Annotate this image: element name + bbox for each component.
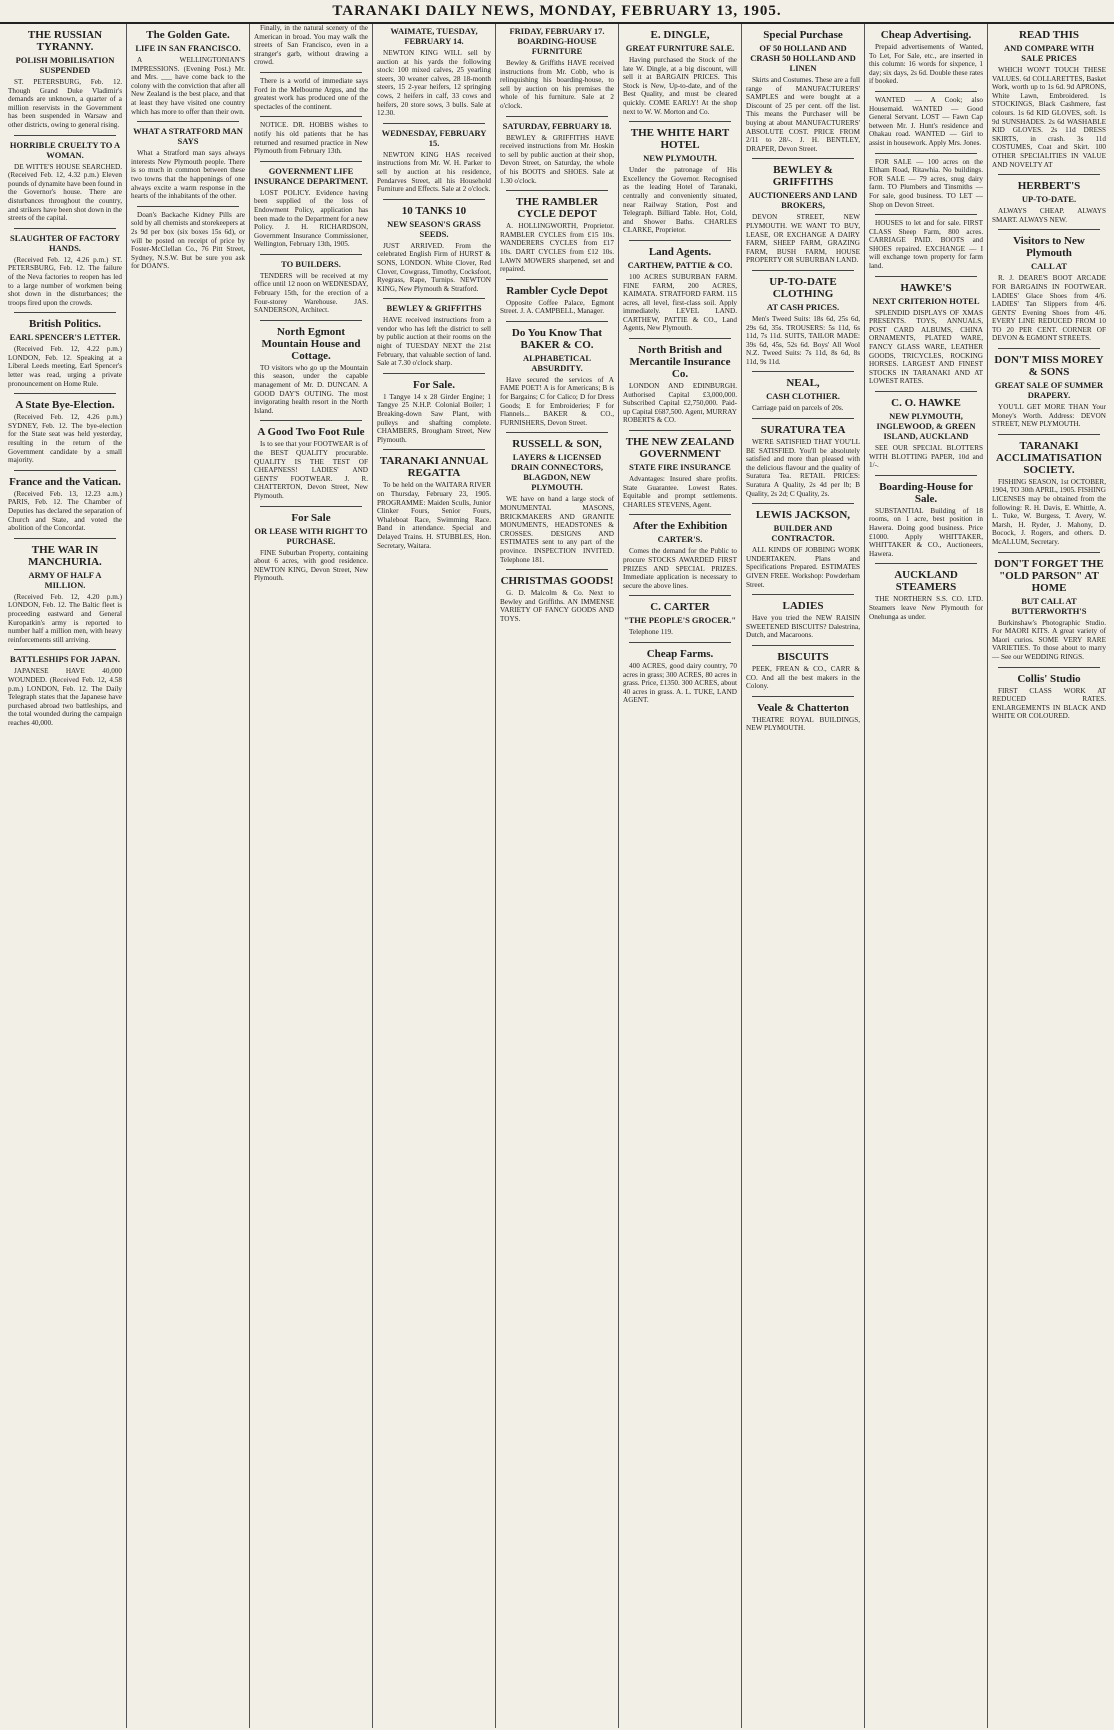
article [254,77,368,111]
divider-rule [14,470,116,471]
article-body: SUBSTANTIAL Building of 18 rooms, on 1 acre, best position in Hawera. Doing good business. Price £1000. Apply WHITTAKER, WHITTAKER & CO., Auctioneers, Hawera. [869,506,983,558]
article-headline: HAWKE'S [900,281,952,294]
divider-rule [137,121,239,122]
article [746,651,860,691]
article [377,26,491,118]
article-body: Carriage paid on parcels of 20s. [752,404,844,413]
article [254,121,368,155]
article [623,436,737,509]
article-body: R. J. DEARE'S BOOT ARCADE FOR BARGAINS IN FOOTWEAR. LADIES' Glace Shoes from 4/6. LADIES' Tan Slippers from 4/6. GENTS' Evening Shoes from 4/6. EVERY LINE REDUCED FROM 10 TO 20 PER CENT. CORNER OF DEVON & EGMONT STREETS. [992,274,1106,343]
article [869,219,983,271]
article-subheadline: TO BUILDERS. [281,258,341,269]
divider-rule [629,514,731,515]
divider-rule [875,276,977,277]
article [8,233,122,308]
article-body: Telephone 119. [629,628,673,637]
article [254,512,368,583]
article-subheadline: "THE PEOPLE'S GROCER." [623,615,737,626]
article-subheadline: BUT CALL AT BUTTERWORTH'S [1011,595,1087,616]
divider-rule [506,190,608,191]
article-body: SPLENDID DISPLAYS OF XMAS PRESENTS. TOYS, ANNUALS, POST CARD ALBUMS, CHINA ORNAMENTS, PLATED WARE, FANCY GLASS WARE, LEATHER GOODS, TRICYCLES, ROCKING HORSES. LARGEST AND FINEST STOCKS IN TARANAKI AND AT LOWEST RATES. [869,308,983,386]
article-body: 100 ACRES SUBURBAN FARM. FINE FARM, 200 ACRES, KAIMATA. STRATFORD FARM. 115 acres, all level, first-class soil. Apply immediately. LEVEL LAND. CARTHEW, PATTIE & CO., Land Agents, New Plymouth. [623,272,737,333]
divider-rule [752,645,854,646]
column-3 [250,24,373,1728]
article [131,29,245,116]
article-headline: Do You Know That BAKER & CO. [511,326,603,351]
article-body: HOUSES to let and for sale. FIRST CLASS Sheep Farm, 800 acres. CARRIAGE PAID. BOOTS and SHOES repaired. EXCHANGE — I will exchange town property for farm land. [869,219,983,271]
article [8,476,122,533]
article-subheadline: BEWLEY & GRIFFITHS [386,303,482,314]
article [992,354,1106,429]
article [746,509,860,589]
article-subheadline: OR LEASE WITH RIGHT TO PURCHASE. [254,525,368,546]
divider-rule [629,642,731,643]
article-body: Men's Tweed Suits: 18s 6d, 25s 6d, 29s 6d, 35s. TROUSERS: 5s 11d, 6s 11d, 7s 11d. SUITS, TAILOR MADE: 39s 6d, 45s, 52s 6d. Boys' All Wool N.Z. Tweed Suits: 7s 11d, 8s 6d, 8s 11d, 9s 11d. [746,314,860,366]
article [869,481,983,559]
article-body: Is to see that your FOOTWEAR is of the BEST QUALITY procurable. QUALITY IS THE TEST OF CHEAPNESS! LADIES' AND GENTS' FOOTWEAR. J. R. CHATTERTON, Devon Street, New Plymouth. [254,440,368,500]
article-body: Opposite Coffee Palace, Egmont Street. J. A. CAMPBELL, Manager. [500,298,614,316]
article-subheadline: UP-TO-DATE. [1021,194,1077,205]
divider-rule [875,391,977,392]
article-subheadline: LIFE IN SAN FRANCISCO. [135,43,241,53]
article-subheadline: WEDNESDAY, FEBRUARY 15. [381,127,487,148]
article-body: Finally, in the natural scenery of the American in broad. You may walk the streets of San Francisco, even in a stranger's garb, without drawing a crowd. [254,24,368,67]
article-body: What a Stratford man says always interests New Plymouth people. There is so much in common between these two towns that the happenings of one always excite a warm response in the hearts of the inhabitants of the other. [131,149,245,201]
article-body: DEVON STREET, NEW PLYMOUTH. WE WANT TO BUY, LEASE, OR EXCHANGE A DAIRY FARM, SHEEP FARM, GRAZING FARM, BUSH FARM, HOUSE PROPERTY OR SUBURBAN LAND. [746,213,860,265]
article-subheadline: SATURDAY, FEBRUARY 18. [502,120,612,131]
column-1 [4,24,127,1728]
article [746,164,860,265]
article-subheadline: AUCTIONEERS AND LAND BROKERS, [748,190,858,211]
article-body: There is a world of immediate says Ford in the Melbourne Argus, and the greatest work has produced one of the spectacles of the continent. [254,76,368,111]
article [8,29,122,130]
divider-rule [506,279,608,280]
newspaper-title: TARANAKI DAILY NEWS, MONDAY, FEBRUARY 13, 1905. [332,2,782,19]
divider-rule [260,506,362,507]
article [377,455,491,550]
column-4 [373,24,496,1728]
article-subheadline: GREAT SALE OF SUMMER DRAPERY. [994,380,1104,401]
divider-rule [260,320,362,321]
article-body: FOR SALE — 100 acres on the Eltham Road, Ritawhia. No buildings. FOR SALE — 79 acres, snug dairy farm. TO Plumbers and Tinsmiths — For sale, good business. TO LET — Shop on Devon Street. [869,157,983,209]
article-subheadline: STATE FIRE INSURANCE [629,462,731,473]
article-headline: THE WAR IN MANCHURIA. [28,543,102,568]
divider-rule [875,214,977,215]
article-subheadline: OF 50 HOLLAND AND CRASH 50 HOLLAND AND LINEN [750,43,856,73]
article-body: NEWTON KING HAS received instructions from Mr. W. H. Parker to sell by auction at his residence, Pendarves Street, all his Household Furniture and Effects. Sale at 2 o'clock. [377,150,491,194]
article-subheadline: BATTLESHIPS FOR JAPAN. [10,654,120,665]
article-headline: Cheap Farms. [646,647,714,660]
article-body: WE'RE SATISFIED THAT YOU'LL BE SATISFIED. You'll be absolutely satisfied and more than pleased with the delicious flavour and the quality of Suratura Tea. RETAIL PRICES: Suratura A Quality, 2s 4d per lb; B Quality, 2s 2d; C Quality, 2s. [746,438,860,498]
article-headline: E. DINGLE, [650,29,710,41]
article-headline: THE WHITE HART HOTEL [630,127,730,152]
divider-rule [629,595,731,596]
article-body: FINE Suburban Property, containing about 6 acres, with good residence. NEWTON KING, Devon Street, New Plymouth. [254,548,368,583]
article-body: Advantages: Insured share profits. State Guarantee. Lowest Rates. Equitable and prompt settlements. CHARLES STEVENS, Agent. [623,475,737,509]
divider-rule [629,121,731,122]
divider-rule [383,199,485,200]
divider-rule [752,158,854,159]
divider-rule [14,649,116,650]
article-subheadline: CARTER'S. [657,534,703,545]
article-body: NOTICE. DR. HOBBS wishes to notify his old patients that he has returned and resumed practice in New Plymouth from February 13th. [254,121,368,156]
article-body: G. D. Malcolm & Co. Next to Bewley and Griffiths. AN IMMENSE VARIETY OF FANCY GOODS AND TOYS. [500,589,614,623]
divider-rule [506,569,608,570]
article-body: Prepaid advertisements of Wanted, To Let, For Sale, etc., are inserted in this column: 16 words for sixpence, 1 day; six days, 2s 6d. Double these rates if booked. [869,43,983,86]
article-body: Comes the demand for the Public to procure STOCKS AWARDED FIRST PRIZES AND SPECIAL PRIZES. Immediate application is necessary to secure the above lines. [623,547,737,590]
article-subheadline: LAYERS & LICENSED DRAIN CONNECTORS, BLAGDON, NEW PLYMOUTH. [511,452,603,493]
article-body: TO visitors who go up the Mountain this season, under the capable management of Mr. D. DUNCAN. A GOOD DAY'S OUTING. The most invigorating health resort in the North Island. [254,363,368,415]
article-subheadline: BUILDER AND CONTRACTOR. [771,523,835,544]
article-body: A WELLINGTONIAN'S IMPRESSIONS. (Evening Post.) Mr. and Mrs. ___ have come back to the colony with the conviction that after all New Zealand is the best place, and that at least they have visited one country which has more to offer than their own. [131,56,245,116]
article [869,397,983,470]
article-body: LONDON AND EDINBURGH. Authorised Capital £3,000,000. Subscribed Capital £2,750,000. Paid-up Capital £687,500. Agent, MURRAY ROBERTS & CO. [623,382,737,425]
article-body: Under the patronage of His Excellency the Governor. Recognised as the leading Hotel of Taranaki, centrally and conveniently situated, near Railway Station, Post and Telegraph. Billiard Table. Hot, Cold, and Shower Baths. CHARLES CLARKE, Proprietor. [623,166,737,235]
article [623,127,737,235]
article-subheadline: NEXT CRITERION HOTEL [872,295,980,306]
article-body: NEWTON KING WILL sell by auction at his yards the following stock: 100 mixed calves, 25 yearling steers, 30 weaner calves, 28 18-month steers, 15 2-year heifers, 12 springing cows, 2 heifers in calf, 33 cows and heifers, 20 store sows, 3 bulls. Sale at 12.30. [377,49,491,118]
article-headline: TARANAKI ACCLIMATISATION SOCIETY. [996,439,1102,476]
article [500,575,614,623]
article-headline: THE RAMBLER CYCLE DEPOT [515,196,599,221]
article [746,29,860,153]
article-headline: DON'T FORGET THE "OLD PARSON" AT HOME [994,557,1104,594]
divider-rule [383,123,485,124]
article [8,318,122,388]
article [623,29,737,116]
divider-rule [260,72,362,73]
article [500,438,614,564]
article-headline: BEWLEY & GRIFFITHS [772,164,834,189]
article-headline: After the Exhibition [632,520,728,533]
divider-rule [998,434,1100,435]
article-body: ST. PETERSBURG, Feb. 12. Though Grand Duke Vladimir's demands are unknown, a quarter of a million reservists in the Government has been suspended in Warsaw and other districts, owing to general rising. [8,78,122,129]
divider-rule [875,91,977,92]
article-subheadline: SLAUGHTER OF FACTORY HANDS. [9,232,121,253]
divider-rule [752,696,854,697]
article-headline: READ THIS [1018,29,1079,41]
divider-rule [629,240,731,241]
article [623,601,737,637]
column-9 [988,24,1110,1728]
article [746,377,860,413]
article-body: LOST POLICY. Evidence having been supplied of the loss of Endowment Policy, application has been made to the Department for a new Policy. J. H. RICHARDSON, Government Insurance Commissioner, Wellington, February 13th, 1905. [254,188,368,249]
article-body: Have secured the services of A FAME POET! A is for Americans; B is for Bargains; C for Calico; D for Dress Goods; E for Embroideries; F for Flannels... BAKER & CO., FURNISHERS, Devon Street. [500,375,614,427]
article-headline: France and the Vatican. [9,475,121,488]
article-headline: Collis' Studio [1017,672,1081,685]
article-headline: Rambler Cycle Depot [506,284,608,297]
article-headline: North British and Mercantile Insurance Co. [629,344,731,381]
article-body: Having purchased the Stock of the late W. Dingle, at a big discount, will sell it at BARGAIN PRICES. This Stock is New, Up-to-date, and of the Best Quality, and must be cleared quickly. COME EARLY! At the shop next to W. W. Morton and Co. [623,56,737,116]
article-headline: LEWIS JACKSON, [755,509,851,522]
divider-rule [260,116,362,117]
article-headline: Special Purchase [763,29,843,41]
article [869,282,983,386]
article-headline: RUSSELL & SON, [512,438,602,451]
article-body: ALL KINDS OF JOBBING WORK UNDERTAKEN. Plans and Specifications Prepared. ESTIMATES GIVEN FREE. Workshop: Powderham Street. [746,546,860,589]
article [992,235,1106,343]
article-body: 1 Tangye 14 x 28 Girder Engine; 1 Tangye 25 N.H.P. Colonial Boiler; 1 Breaking-down Saw Plant, with pulleys and shafting complete. CHAMBERS, Brougham Street, New Plymouth. [377,392,491,444]
article-headline: A State Bye-Election. [15,399,115,412]
article-body: Burkinshaw's Photographic Studio. For MAORI KITS. A great variety of Maori curios. SOME VERY RARE VARIETIES. To those about to marry — See our WEDDING RINGS. [992,618,1106,661]
divider-rule [383,373,485,374]
article-headline: SURATURA TEA [760,424,846,437]
article-body: BEWLEY & GRIFFITHS HAVE received instructions from Mr. Hoskin to sell by public auction at their shop, Devon Street, on Saturday, the whole of his BOOTS and SHOES. Sale at 1.30 o'clock. [500,133,614,185]
article [254,426,368,500]
article-headline: C. CARTER [650,601,710,614]
article [869,96,983,148]
article [8,140,122,223]
article-body: Skirts and Costumes. These are a full range of MANUFACTURERS' SAMPLES and were bought at a Discount of 25 per cent. off the list. This means the Purchaser will be buying at about MANUFACTURERS' ABSOLUTE COST. PRICE FROM 2/11 to 28/-. J. H. BENTLEY, DRAPER, Devon Street. [746,76,860,153]
article-headline: CHRISTMAS GOODS! [500,575,614,588]
divider-rule [998,552,1100,553]
article-body: (Received Feb. 12, 4.22 p.m.) LONDON, Feb. 12. Speaking at a Liberal Leeds meeting, Earl Spencer's letter was read, urging a private pronouncement on Home Rule. [8,345,122,388]
divider-rule [752,418,854,419]
article-subheadline: CARTHEW, PATTIE & CO. [627,259,733,270]
article-subheadline: NEW PLYMOUTH. [643,153,717,164]
article-subheadline: POLISH MOBILISATION SUSPENDED [15,55,115,75]
article [992,440,1106,547]
article-body: To be held on the WAITARA RIVER on Thursday, February 23, 1905. PROGRAMME: Maiden Sculls, Junior Clinker Fours, Senior Fours, Whaleboat Race, Swimming Race. Band in attendance. Special and Delayed Trains. H. STUBBLES, Hon. Secretary, Waitara. [377,481,491,550]
article [746,276,860,367]
article [623,648,737,705]
article-headline: TARANAKI ANNUAL REGATTA [379,455,489,480]
article [500,327,614,428]
divider-rule [14,228,116,229]
article [8,399,122,465]
article-headline: Cheap Advertising. [880,29,972,41]
article-body: (Received Feb. 12, 4.26 p.m.) ST. PETERSBURG, Feb. 12. The failure of the Neva factories to reopen has led to a large number of workmen being shot down in the disturbances; the troops fired upon the crowds. [8,255,122,307]
article-subheadline: ALPHABETICAL ABSURDITY. [522,352,591,373]
article-body: JAPANESE HAVE 40,000 WOUNDED. (Received Feb. 12, 4.58 p.m.) LONDON, Feb. 12. The Daily Telegraph states that the Japanese have purchased abroad two battleships, and the total wounded during the campaign reaches 40,000. [8,667,122,727]
article [377,128,491,194]
article-body: PEEK, FREAN & CO., CARR & CO. And all the best makers in the Colony. [746,664,860,691]
divider-rule [383,449,485,450]
divider-rule [752,270,854,271]
article [992,29,1106,169]
article [377,303,491,368]
divider-rule [752,371,854,372]
article [992,180,1106,224]
column-7 [742,24,865,1728]
article-body: (Received Feb. 12, 4.20 p.m.) LONDON, Feb. 12. The Baltic fleet is proceeding eastward and General Kuropatkin's army is reported to number half a million men, with heavy reinforcements still arriving. [8,592,122,644]
article-body: WE have on hand a large stock of MONUMENTAL MASONS, BRICKMAKERS AND GRANITE MONUMENTS, HEADSTONES & CROSSES. DESIGNS AND ESTIMATES sent to any part of the province. INSPECTION INVITED. Telephone 181. [500,495,614,564]
article-headline: Land Agents. [648,245,712,258]
article-subheadline: CASH CLOTHIER. [766,391,840,402]
divider-rule [14,538,116,539]
divider-rule [752,594,854,595]
article-body: DE WITTE'S HOUSE SEARCHED. (Received Feb. 12, 4.32 p.m.) Eleven pounds of dynamite have been found in the Governor's house. There are disturbances throughout the country, and strikers have been shot down in the streets of the capital. [8,162,122,223]
article-body: Doan's Backache Kidney Pills are sold by all chemists and storekeepers at 2s 9d per box (six boxes 15s 6d), or will be posted on receipt of price by Foster-McClellan Co., 76 Pitt Street, Sydney, N.S.W. But be sure you ask for DOAN'S. [131,210,245,271]
article-headline: BISCUITS [777,650,829,663]
masthead [0,0,1114,24]
article-headline: THE RUSSIAN TYRANNY. [27,29,103,53]
divider-rule [260,254,362,255]
divider-rule [14,393,116,394]
article-body: THEATRE ROYAL BUILDINGS, NEW PLYMOUTH. [746,715,860,733]
divider-rule [998,229,1100,230]
article-headline: North Egmont Mountain House and Cottage. [261,325,361,362]
divider-rule [506,116,608,117]
article [869,158,983,210]
article-body: SEE OUR SPECIAL BLOTTERS WITH BLOTTING PAPER, 10d and 1/-. [869,444,983,470]
article [992,673,1106,721]
column-2 [127,24,250,1728]
article-headline: HERBERT'S [1017,180,1081,193]
article-headline: THE NEW ZEALAND GOVERNMENT [625,436,735,461]
divider-rule [14,135,116,136]
article-body: FIRST CLASS WORK AT REDUCED RATES. ENLARGEMENTS IN BLACK AND WHITE OR COLOURED. [992,686,1106,721]
article [254,326,368,416]
article-body: YOU'LL GET MORE THAN Your Money's Worth. Address: DEVON STREET, NEW PLYMOUTH. [992,403,1106,429]
article-subheadline: WAIMATE, TUESDAY, FEBRUARY 14. [390,26,478,46]
article-body: (Received Feb. 12, 4.26 p.m.) SYDNEY, Feb. 12. The bye-election for the State seat was held yesterday, resulting in the return of the Government candidate by a small majority. [8,413,122,465]
divider-rule [875,153,977,154]
article [746,600,860,640]
article [254,166,368,249]
article-headline: Boarding-House for Sale. [879,480,973,505]
article-headline: Visitors to New Plymouth [1013,235,1085,260]
article [500,285,614,316]
article-subheadline: AND COMPARE WITH SALE PRICES [1004,43,1094,63]
article [500,196,614,274]
article [131,211,245,271]
newspaper-columns [4,24,1110,1728]
divider-rule [260,420,362,421]
article [623,520,737,590]
article-body: A. HOLLINGWORTH, Proprietor. RAMBLER CYCLES from £15 10s. WANDERERS CYCLES from £17 10s. DART CYCLES from £12 10s. LAWN MOWERS sharpened, set and repaired. [500,222,614,274]
article [623,246,737,333]
article-subheadline: EARL SPENCER'S LETTER. [9,332,121,343]
divider-rule [875,475,977,476]
divider-rule [875,563,977,564]
column-5 [496,24,619,1728]
article [254,24,368,67]
article [254,259,368,315]
article-body: WANTED — A Cook; also Housemaid. WANTED — Good General Servant. LOST — Fawn Cap between Mr. J. Hunt's residence and Ohakau road. WANTED — Girl to assist in housework. Apply Mrs. Jones. [869,95,983,147]
article-subheadline: WHAT A STRATFORD MAN SAYS [133,126,243,147]
article-subheadline: GOVERNMENT LIFE INSURANCE DEPARTMENT. [254,165,368,186]
article-body: JUST ARRIVED. From the celebrated English Firm of HURST & SONS, LONDON. White Clover, Red Clover, Cowgrass, Timothy, Cocksfoot, Ryegrass, Rape, Turnips. NEWTON KING, New Plymouth & Stratford. [377,241,491,293]
article-headline: AUCKLAND STEAMERS [894,569,958,594]
article-subheadline: HORRIBLE CRUELTY TO A WOMAN. [9,139,121,160]
article-subheadline: AT CASH PRICES. [766,301,840,312]
article [377,205,491,294]
divider-rule [137,206,239,207]
article-subheadline: GREAT FURNITURE SALE. [625,43,735,53]
article-subheadline: NEW SEASON'S GRASS SEEDS. [387,218,481,239]
article-subheadline: ARMY OF HALF A MILLION. [28,569,102,590]
article-body: 400 ACRES, good dairy country, 70 acres in grass; 300 ACRES, 80 acres in grass. Price, £1350. 300 ACRES, about 40 acres in grass. A. L. TUKE, LAND AGENT. [623,661,737,705]
article-body: (Received Feb. 13, 12.23 a.m.) PARIS, Feb. 12. The Chamber of Deputies has declared the separation of Church and State, and voted the abolition of the Concordat. [8,489,122,533]
divider-rule [506,432,608,433]
article-headline: A Good Two Foot Rule [257,426,365,439]
divider-rule [998,174,1100,175]
divider-rule [383,298,485,299]
divider-rule [998,667,1100,668]
article [992,558,1106,662]
divider-rule [14,312,116,313]
article-headline: The Golden Gate. [146,29,230,41]
divider-rule [629,430,731,431]
article [377,379,491,445]
article-headline: UP-TO-DATE CLOTHING [769,275,837,300]
article-headline: DON'T MISS MOREY & SONS [994,354,1104,379]
article [8,544,122,645]
column-6 [619,24,742,1728]
article [623,344,737,425]
article-subheadline: CALL AT [1031,261,1067,272]
article-headline: LADIES [782,600,824,613]
divider-rule [629,338,731,339]
article-body: ALWAYS CHEAP. ALWAYS SMART. ALWAYS NEW. [992,207,1106,224]
article-headline: 10 TANKS 10 [401,204,467,217]
column-8 [865,24,988,1728]
article-body: TENDERS will be received at my office until 12 noon on WEDNESDAY, February 15th, for the erection of a Four-storey Warehouse. JAS. SANDERSON, Architect. [254,271,368,315]
article [869,569,983,621]
article-headline: For Sale [291,511,331,524]
article [8,654,122,727]
article [131,126,245,201]
article-headline: NEAL, [786,377,820,390]
article [500,26,614,111]
article-body: WHICH WON'T TOUCH THESE VALUES. 6d COLLARETTES, Basket Work, worth up to 1s 6d. 9d APRONS, White Lawn, Embroidered. 1s STOCKINGS, Black Cashmere, fast colours. 1s 6d KID GLOVES, soft. 1s 9d SUNSHADES. 2s 6d WASHABLE KID GLOVES. 2s 11d DRESS SKIRTS, in crash. 3s 11d COSTUMES, Coat and Skirt. 100 OTHER SPECIALITIES IN VALUE AND NOVELTY AT [992,66,1106,169]
article-headline: C. O. HAWKE [891,397,961,409]
article [746,424,860,498]
article-body: Bewley & Griffiths HAVE received instructions from Mr. Cobb, who is relinquishing his boarding-house, to sell by auction on his premises the whole of his furniture. Sale at 2 o'clock. [500,59,614,110]
article-body: FISHING SEASON, 1st OCTOBER, 1904, TO 30th APRIL, 1905. FISHING LICENSES may be obtained from the following: R. H. Davis, E. Whittle, A. L. Tuke, W. Burgess, T. Avery, W. Marsh, H. Ryder, J. Mahony, D. Bocock, J. Rogers, and others. D. McALLUM, Secretary. [992,477,1106,546]
article [869,29,983,86]
article [746,702,860,733]
article [500,121,614,186]
article-subheadline: NEW PLYMOUTH, INGLEWOOD, & GREEN ISLAND, AUCKLAND [876,411,976,441]
article-headline: British Politics. [28,318,102,331]
divider-rule [260,161,362,162]
divider-rule [506,321,608,322]
article-body: THE NORTHERN S.S. CO. LTD. Steamers leave New Plymouth for Onehunga as under. [869,595,983,621]
article-headline: Veale & Chatterton [757,701,849,714]
article-body: HAVE received instructions from a vendor who has left the district to sell by public auction at their rooms on the night of TUESDAY NEXT the 21st February, that valuable section of land. Sale at 7.30 o'clock sharp. [377,316,491,368]
article-body: Have you tried the NEW RAISIN SWEETENED BISCUITS? Dalestrina, Dutch, and Macaroons. [746,614,860,640]
divider-rule [998,348,1100,349]
article-headline: For Sale. [413,378,455,391]
article-subheadline: FRIDAY, FEBRUARY 17. BOARDING-HOUSE FURNITURE [509,26,605,56]
divider-rule [752,503,854,504]
